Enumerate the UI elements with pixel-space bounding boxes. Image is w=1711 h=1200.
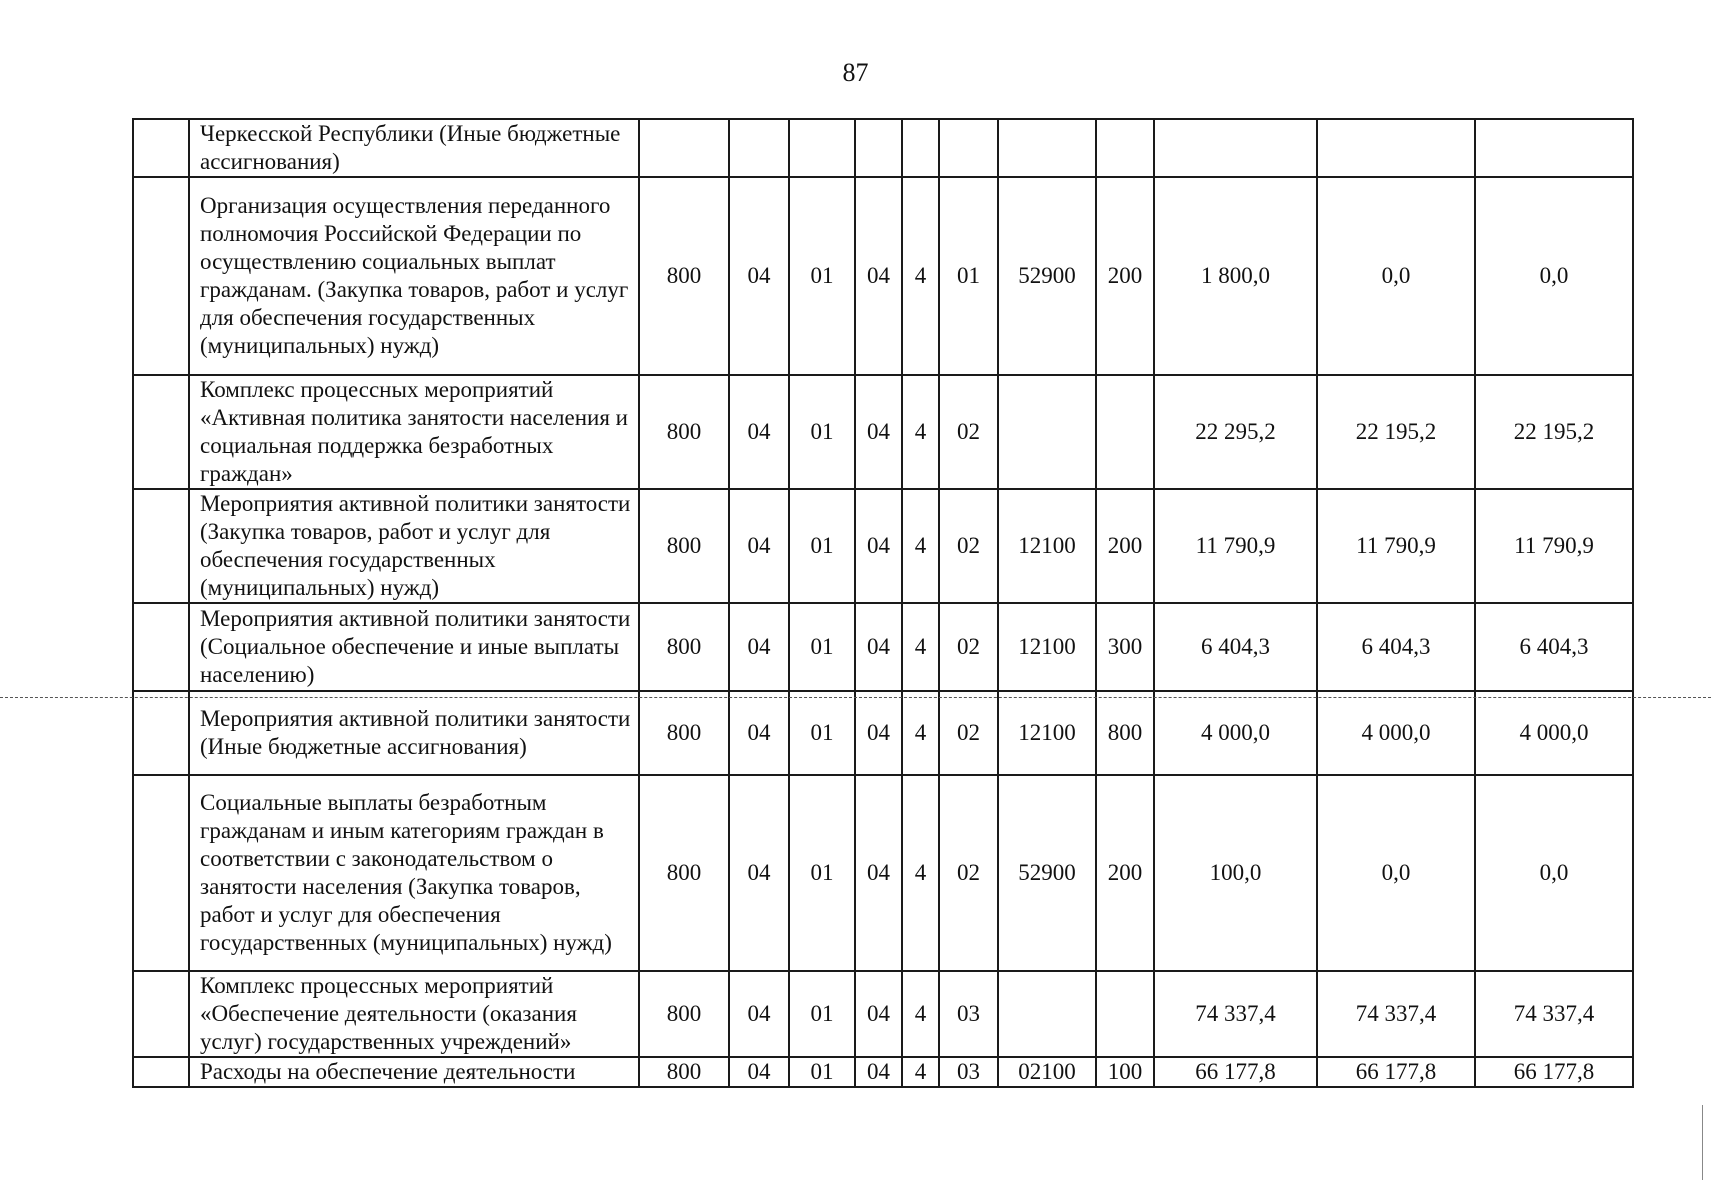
row-index-cell [133,691,189,775]
row-cell [998,971,1096,1057]
row-cell [639,119,729,177]
row-cell [902,119,939,177]
row-cell: 4 [902,775,939,971]
row-cell: 04 [729,971,789,1057]
row-cell: 03 [939,971,998,1057]
row-cell: 100 [1096,1057,1154,1087]
row-cell: 6 404,3 [1475,603,1633,691]
row-cell: 800 [639,691,729,775]
row-cell: 4 [902,971,939,1057]
row-cell [939,119,998,177]
row-cell: 04 [729,691,789,775]
row-index-cell [133,177,189,375]
row-index-cell [133,971,189,1057]
row-description: Мероприятия активной политики занятости (Социальное обеспечение и иные выплаты населению) [189,603,639,691]
row-cell: 300 [1096,603,1154,691]
row-cell [789,119,855,177]
row-cell [998,119,1096,177]
row-cell: 04 [729,375,789,489]
row-cell: 01 [789,775,855,971]
row-cell: 04 [855,177,902,375]
row-cell: 0,0 [1475,177,1633,375]
row-cell: 200 [1096,489,1154,603]
row-cell: 4 000,0 [1317,691,1475,775]
row-description: Мероприятия активной политики занятости (Закупка товаров, работ и услуг для обеспечения государственных (муниципальных) нужд) [189,489,639,603]
budget-table [132,118,1634,1088]
scan-edge-mark [1702,1105,1703,1180]
row-cell: 800 [639,1057,729,1087]
row-cell: 800 [639,489,729,603]
row-cell: 01 [789,1057,855,1087]
row-cell: 04 [855,375,902,489]
row-cell: 4 000,0 [1475,691,1633,775]
row-cell: 04 [855,603,902,691]
table-row [133,119,1633,177]
row-cell: 02 [939,691,998,775]
row-description: Черкесской Республики (Иные бюджетные ассигнования) [189,119,639,177]
row-cell: 01 [939,177,998,375]
row-cell: 4 [902,375,939,489]
row-cell: 0,0 [1317,177,1475,375]
row-cell [1317,119,1475,177]
row-cell [1096,119,1154,177]
row-cell [1096,375,1154,489]
row-cell: 800 [639,375,729,489]
row-index-cell [133,1057,189,1087]
row-cell: 4 [902,489,939,603]
row-cell: 22 295,2 [1154,375,1317,489]
row-index-cell [133,489,189,603]
row-cell: 12100 [998,603,1096,691]
table-row [133,177,1633,375]
row-cell: 02 [939,603,998,691]
row-cell: 04 [729,1057,789,1087]
row-cell: 74 337,4 [1154,971,1317,1057]
row-cell: 01 [789,375,855,489]
row-cell: 03 [939,1057,998,1087]
row-cell: 02 [939,489,998,603]
row-cell [729,119,789,177]
row-description: Организация осуществления переданного полномочия Российской Федерации по осуществлению социальных выплат гражданам. (Закупка товаров, работ и услуг для обеспечения государственных (муниципальных) нужд) [189,177,639,375]
table-row [133,375,1633,489]
row-cell: 04 [855,971,902,1057]
row-cell: 04 [855,691,902,775]
row-cell: 0,0 [1317,775,1475,971]
row-cell: 11 790,9 [1154,489,1317,603]
row-cell: 4 000,0 [1154,691,1317,775]
row-description: Социальные выплаты безработным гражданам и иным категориям граждан в соответствии с законодательством о занятости населения (Закупка товаров, работ и услуг для обеспечения государственных (муниципальных) нужд) [189,775,639,971]
row-cell [1475,119,1633,177]
row-cell: 74 337,4 [1475,971,1633,1057]
row-cell: 04 [729,177,789,375]
row-cell: 66 177,8 [1317,1057,1475,1087]
row-index-cell [133,603,189,691]
row-description: Мероприятия активной политики занятости (Иные бюджетные ассигнования) [189,691,639,775]
row-cell: 200 [1096,775,1154,971]
row-cell [1096,971,1154,1057]
row-cell: 66 177,8 [1475,1057,1633,1087]
row-index-cell [133,375,189,489]
row-cell: 74 337,4 [1317,971,1475,1057]
row-cell: 01 [789,691,855,775]
row-cell: 04 [855,775,902,971]
fold-line [0,697,1711,698]
row-cell [1154,119,1317,177]
row-cell: 04 [855,1057,902,1087]
row-cell: 4 [902,1057,939,1087]
row-cell: 800 [639,971,729,1057]
row-index-cell [133,775,189,971]
table-row [133,971,1633,1057]
row-cell: 04 [729,603,789,691]
row-cell: 66 177,8 [1154,1057,1317,1087]
row-cell [855,119,902,177]
row-index-cell [133,119,189,177]
table-row [133,1057,1633,1087]
row-cell: 04 [855,489,902,603]
row-cell: 52900 [998,177,1096,375]
row-cell: 02 [939,375,998,489]
row-cell: 01 [789,177,855,375]
row-cell: 11 790,9 [1475,489,1633,603]
row-cell [998,375,1096,489]
page-number: 87 [842,58,869,87]
row-cell: 11 790,9 [1317,489,1475,603]
row-cell: 01 [789,971,855,1057]
row-cell: 22 195,2 [1317,375,1475,489]
row-cell: 12100 [998,489,1096,603]
row-cell: 6 404,3 [1154,603,1317,691]
row-cell: 800 [639,177,729,375]
row-cell: 4 [902,691,939,775]
row-description: Комплекс процессных мероприятий «Активная политика занятости населения и социальная поддержка безработных граждан» [189,375,639,489]
table-row [133,603,1633,691]
row-cell: 22 195,2 [1475,375,1633,489]
row-cell: 02 [939,775,998,971]
row-cell: 800 [639,775,729,971]
row-cell: 1 800,0 [1154,177,1317,375]
row-cell: 100,0 [1154,775,1317,971]
row-cell: 04 [729,775,789,971]
row-cell: 01 [789,603,855,691]
row-cell: 4 [902,177,939,375]
row-cell: 12100 [998,691,1096,775]
row-cell: 800 [639,603,729,691]
row-description: Комплекс процессных мероприятий «Обеспечение деятельности (оказания услуг) государственных учреждений» [189,971,639,1057]
table-row [133,691,1633,775]
row-description: Расходы на обеспечение деятельности [189,1057,639,1087]
row-cell: 4 [902,603,939,691]
row-cell: 200 [1096,177,1154,375]
table-row [133,775,1633,971]
row-cell: 01 [789,489,855,603]
row-cell: 02100 [998,1057,1096,1087]
row-cell: 6 404,3 [1317,603,1475,691]
table-row [133,489,1633,603]
row-cell: 52900 [998,775,1096,971]
row-cell: 800 [1096,691,1154,775]
row-cell: 04 [729,489,789,603]
row-cell: 0,0 [1475,775,1633,971]
